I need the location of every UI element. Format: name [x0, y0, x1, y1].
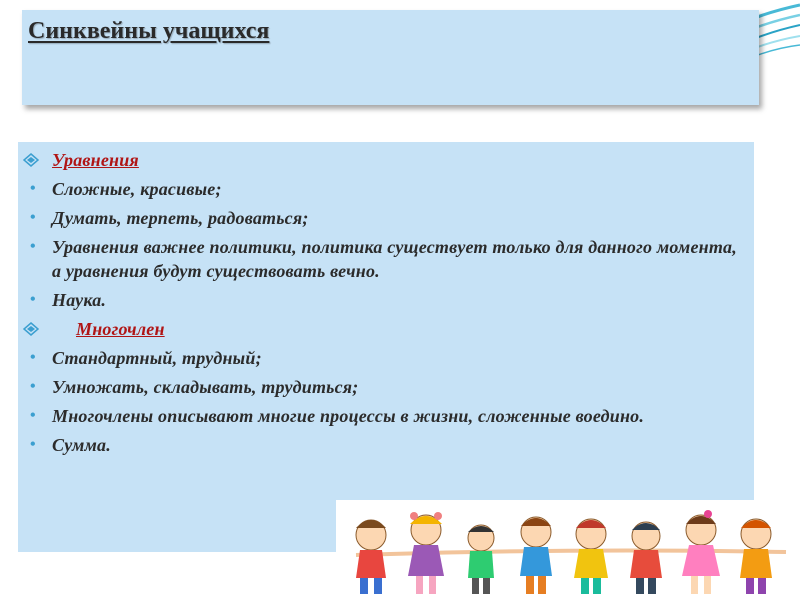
list-item — [18, 375, 738, 399]
diamond-ornament-icon — [23, 322, 39, 336]
section-heading-polynomial — [18, 317, 738, 341]
dot-bullet-icon: • — [30, 407, 36, 424]
children-holding-hands-illustration — [336, 500, 800, 600]
list-item-text: Уравнения важнее политики, политика существует только для данного момента, а уравнения будут существовать вечно. — [52, 237, 737, 281]
list-item-text: Стандартный, трудный; — [52, 348, 262, 368]
cinquain-list — [18, 148, 738, 462]
dot-bullet-icon: • — [30, 349, 36, 366]
section-heading-label: Многочлен — [76, 319, 165, 339]
section-heading-label: Уравнения — [52, 150, 139, 170]
list-item — [18, 346, 738, 370]
list-item-text: Многочлены описывают многие процессы в жизни, сложенные воедино. — [52, 406, 645, 426]
list-item-text: Сумма. — [52, 435, 111, 455]
list-item-text: Думать, терпеть, радоваться; — [52, 208, 309, 228]
list-item-text: Наука. — [52, 290, 107, 310]
list-item — [18, 433, 738, 457]
content-panel — [18, 142, 754, 552]
list-item-text: Сложные, красивые; — [52, 179, 222, 199]
dot-bullet-icon: • — [30, 180, 36, 197]
list-item — [18, 404, 738, 428]
title-box — [22, 10, 759, 105]
list-item — [18, 235, 738, 283]
dot-bullet-icon: • — [30, 436, 36, 453]
section-heading-equations — [18, 148, 738, 172]
dot-bullet-icon: • — [30, 378, 36, 395]
diamond-ornament-icon — [23, 153, 39, 167]
dot-bullet-icon: • — [30, 238, 36, 255]
list-item — [18, 206, 738, 230]
dot-bullet-icon: • — [30, 291, 36, 308]
slide-title: Синквейны учащихся — [28, 18, 270, 44]
list-item — [18, 288, 738, 312]
dot-bullet-icon: • — [30, 209, 36, 226]
list-item-text: Умножать, складывать, трудиться; — [52, 377, 359, 397]
list-item — [18, 177, 738, 201]
